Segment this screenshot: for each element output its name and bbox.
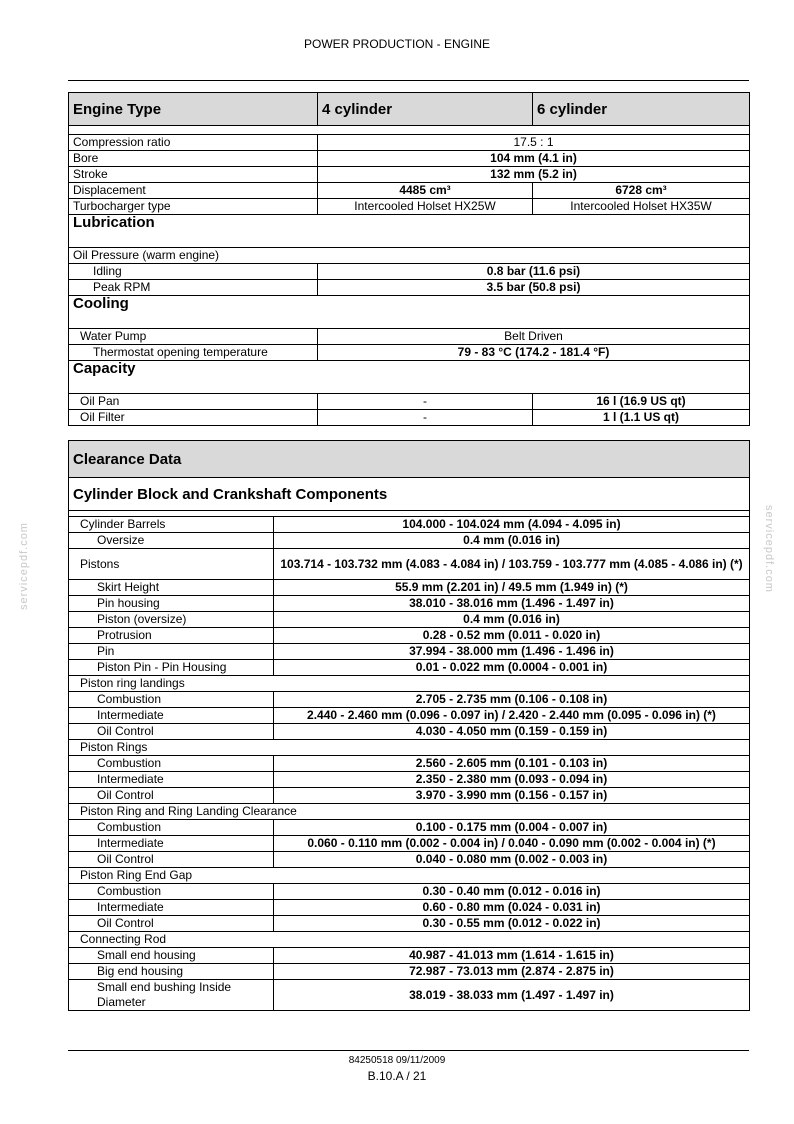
clearance-value: 2.705 - 2.735 mm (0.106 - 0.108 in) [274, 692, 750, 708]
clearance-row [69, 612, 750, 628]
clearance-row [69, 628, 750, 644]
clearance-row [69, 964, 750, 980]
section-lubrication: Lubrication [69, 215, 750, 248]
clearance-label: Oil Control [69, 788, 274, 804]
spec-row: Oil Filter - 1 l (1.1 US qt) [69, 410, 750, 426]
footer-page-number: B.10.A / 21 [367, 1069, 427, 1083]
clearance-value: 103.714 - 103.732 mm (4.083 - 4.084 in) / 103.759 - 103.777 mm (4.085 - 4.086 in) (*) [274, 549, 750, 580]
clearance-value: 0.30 - 0.40 mm (0.012 - 0.016 in) [274, 884, 750, 900]
page-header: POWER PRODUCTION - ENGINE [303, 37, 490, 51]
clearance-row [69, 852, 750, 868]
clearance-row [69, 772, 750, 788]
clearance-row [69, 644, 750, 660]
clearance-value: 2.350 - 2.380 mm (0.093 - 0.094 in) [274, 772, 750, 788]
clearance-label: Pin [69, 644, 274, 660]
clearance-value: 55.9 mm (2.201 in) / 49.5 mm (1.949 in) (*) [274, 580, 750, 596]
watermark-right: servicepdf.com [763, 505, 775, 593]
clearance-label: Oversize [69, 533, 274, 549]
clearance-label: Oil Control [69, 916, 274, 932]
clearance-value: 40.987 - 41.013 mm (1.614 - 1.615 in) [274, 948, 750, 964]
clearance-label: Piston (oversize) [69, 612, 274, 628]
clearance-row [69, 724, 750, 740]
clearance-subtitle-row: Cylinder Block and Crankshaft Components [69, 478, 750, 511]
clearance-value: 0.60 - 0.80 mm (0.024 - 0.031 in) [274, 900, 750, 916]
clearance-value: 2.440 - 2.460 mm (0.096 - 0.097 in) / 2.420 - 2.440 mm (0.095 - 0.096 in) (*) [274, 708, 750, 724]
clearance-header-row: Clearance Data [69, 441, 750, 478]
clearance-label: Piston Ring and Ring Landing Clearance [69, 804, 750, 820]
clearance-value: 38.019 - 38.033 mm (1.497 - 1.497 in) [274, 980, 750, 1011]
clearance-label: Big end housing [69, 964, 274, 980]
spec-row: Oil Pressure (warm engine) [69, 248, 750, 264]
clearance-label: Pistons [69, 549, 274, 580]
clearance-label: Intermediate [69, 836, 274, 852]
clearance-row [69, 900, 750, 916]
clearance-value: 0.4 mm (0.016 in) [274, 612, 750, 628]
clearance-row [69, 980, 750, 1011]
clearance-value: 0.060 - 0.110 mm (0.002 - 0.004 in) / 0.040 - 0.090 mm (0.002 - 0.004 in) (*) [274, 836, 750, 852]
spec-row: Thermostat opening temperature 79 - 83 °C (174.2 - 181.4 °F) [69, 345, 750, 361]
clearance-row [69, 836, 750, 852]
clearance-row [69, 788, 750, 804]
clearance-label: Piston Ring End Gap [69, 868, 750, 884]
clearance-label: Oil Control [69, 852, 274, 868]
spec-row: Compression ratio 17.5 : 1 [69, 135, 750, 151]
clearance-value: 72.987 - 73.013 mm (2.874 - 2.875 in) [274, 964, 750, 980]
clearance-label: Intermediate [69, 772, 274, 788]
clearance-label: Skirt Height [69, 580, 274, 596]
clearance-row [69, 549, 750, 580]
clearance-value: 104.000 - 104.024 mm (4.094 - 4.095 in) [274, 517, 750, 533]
clearance-row [69, 708, 750, 724]
footer-rule [68, 1050, 749, 1051]
clearance-label: Small end housing [69, 948, 274, 964]
clearance-row [69, 676, 750, 692]
clearance-row [69, 932, 750, 948]
clearance-row [69, 884, 750, 900]
clearance-value: 3.970 - 3.990 mm (0.156 - 0.157 in) [274, 788, 750, 804]
clearance-table [68, 440, 750, 1011]
col-4-cylinder: 4 cylinder [318, 93, 533, 126]
clearance-row [69, 660, 750, 676]
clearance-row [69, 740, 750, 756]
col-engine-type: Engine Type [69, 93, 318, 126]
clearance-label: Piston ring landings [69, 676, 750, 692]
clearance-label: Intermediate [69, 900, 274, 916]
clearance-value: 38.010 - 38.016 mm (1.496 - 1.497 in) [274, 596, 750, 612]
engine-type-header-row [69, 93, 750, 126]
spec-row: Stroke 132 mm (5.2 in) [69, 167, 750, 183]
section-capacity: Capacity [69, 361, 750, 394]
clearance-value: 0.4 mm (0.016 in) [274, 533, 750, 549]
section-cooling: Cooling [69, 296, 750, 329]
spec-row: Water Pump Belt Driven [69, 329, 750, 345]
clearance-row [69, 820, 750, 836]
clearance-value: 0.30 - 0.55 mm (0.012 - 0.022 in) [274, 916, 750, 932]
spec-row: Oil Pan - 16 l (16.9 US qt) [69, 394, 750, 410]
clearance-value: 0.100 - 0.175 mm (0.004 - 0.007 in) [274, 820, 750, 836]
watermark-left: servicepdf.com [18, 522, 30, 610]
spec-row: Displacement 4485 cm³ 6728 cm³ [69, 183, 750, 199]
spec-row: Turbocharger type Intercooled Holset HX25W Intercooled Holset HX35W [69, 199, 750, 215]
clearance-label: Combustion [69, 692, 274, 708]
footer-doc-id: 84250518 09/11/2009 [348, 1055, 446, 1066]
clearance-label: Pin housing [69, 596, 274, 612]
engine-spec-table [68, 92, 750, 426]
clearance-row [69, 533, 750, 549]
clearance-row [69, 692, 750, 708]
clearance-label: Small end bushing Inside Diameter [69, 980, 274, 1011]
header-rule [68, 80, 749, 81]
col-6-cylinder: 6 cylinder [533, 93, 750, 126]
clearance-label: Combustion [69, 756, 274, 772]
clearance-row [69, 580, 750, 596]
clearance-label: Cylinder Barrels [69, 517, 274, 533]
clearance-value: 37.994 - 38.000 mm (1.496 - 1.496 in) [274, 644, 750, 660]
clearance-label: Intermediate [69, 708, 274, 724]
clearance-label: Connecting Rod [69, 932, 750, 948]
clearance-row [69, 948, 750, 964]
clearance-value: 0.040 - 0.080 mm (0.002 - 0.003 in) [274, 852, 750, 868]
clearance-value: 0.01 - 0.022 mm (0.0004 - 0.001 in) [274, 660, 750, 676]
clearance-label: Oil Control [69, 724, 274, 740]
clearance-label: Piston Pin - Pin Housing [69, 660, 274, 676]
clearance-row [69, 868, 750, 884]
spec-row: Idling 0.8 bar (11.6 psi) [69, 264, 750, 280]
clearance-label: Protrusion [69, 628, 274, 644]
clearance-row [69, 756, 750, 772]
clearance-value: 2.560 - 2.605 mm (0.101 - 0.103 in) [274, 756, 750, 772]
clearance-row [69, 517, 750, 533]
clearance-value: 0.28 - 0.52 mm (0.011 - 0.020 in) [274, 628, 750, 644]
spec-row: Peak RPM 3.5 bar (50.8 psi) [69, 280, 750, 296]
clearance-value: 4.030 - 4.050 mm (0.159 - 0.159 in) [274, 724, 750, 740]
clearance-row [69, 596, 750, 612]
spec-row: Bore 104 mm (4.1 in) [69, 151, 750, 167]
clearance-label: Combustion [69, 820, 274, 836]
clearance-row [69, 916, 750, 932]
clearance-label: Piston Rings [69, 740, 750, 756]
clearance-label: Combustion [69, 884, 274, 900]
clearance-row [69, 804, 750, 820]
